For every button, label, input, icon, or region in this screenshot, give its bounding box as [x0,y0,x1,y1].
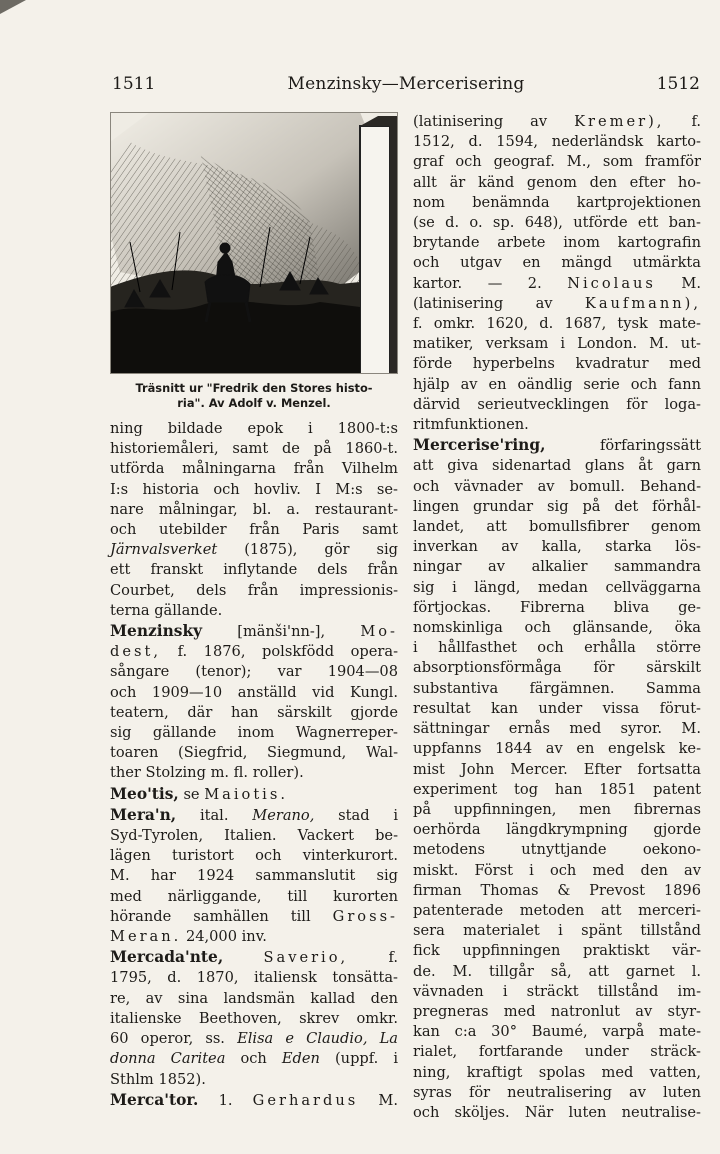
text-fragment: M. [681,274,702,292]
headword: Menzinsky [110,622,203,641]
text-line: därvid serieutvecklingen för loga- [413,395,701,413]
text-line: allt är känd genom den efter ho- [413,173,701,191]
cross-reference: Maiotis. [204,785,288,803]
text-line: ning, kraftigt spolas med vatten, [413,1063,701,1081]
caption-line-1: Träsnitt ur "Fredrik den Stores histo- [135,381,373,395]
text-line [110,1029,398,1049]
text-line: I:s historia och hovliv. I M:s se- [110,480,398,498]
text-line: substantiva färgämnen. Samma [413,679,701,697]
text-line [413,294,701,314]
left-column [110,112,398,1111]
text-line [110,540,398,560]
text-line [110,1090,398,1111]
text-fragment: (latinisering av [413,294,553,312]
spaced-name: Meran. [110,928,182,946]
text-line: och sköljes. När luten neutralise- [413,1103,701,1121]
text-line: förtjockas. Fibrerna bliva ge- [413,598,701,616]
work-title: donna Caritea [110,1050,226,1068]
text-line [110,621,398,642]
text-fragment: förfaringssätt [599,437,701,455]
text-line [110,947,398,968]
headword: Mercerise'ring, [413,436,546,455]
text-line: ritmfunktionen. [413,416,529,434]
text-line: Sthlm 1852). [110,1070,206,1088]
text-line: sättningar ernås med syror. M. [413,720,701,738]
headword: Mera'n, [110,805,177,824]
text-line: inverkan av kalla, starka lös- [413,538,701,556]
text-line: nomskinliga och glänsande, öka [413,619,701,637]
text-line: rialet, fortfarande under sträck- [413,1043,701,1061]
text-line: lägen turistort och vinterkurort. [110,847,398,865]
text-line: pregneras med natronlut av styr- [413,1002,701,1020]
text-line: utförda målningarna från Vilhelm [110,460,398,478]
entry-menzinsky [110,621,398,784]
text-line [413,112,701,132]
text-line: terna gällande. [110,601,223,619]
text-line: sångare (tenor); var 1904—08 [110,663,398,681]
text-line: sig gällande inom Wagnerreper- [110,724,398,742]
spaced-name: Saverio, [263,949,349,967]
text-line [110,1049,398,1069]
text-line: att giva sidenartad glans åt garn [413,457,701,475]
headword: Merca'tor. [110,1090,199,1109]
text-line: M. har 1924 sammanslutit sig [110,867,398,885]
text-fragment: 24,000 inv. [185,928,267,946]
text-fragment: (latinisering av [413,113,548,130]
text-line: och utebilder från Paris samt [110,521,398,539]
work-title: Järnvalsverket [110,541,218,559]
running-title: Menzinsky—Mercerisering [287,74,525,94]
text-line: med närliggande, till kurorten [110,887,398,905]
text-fragment: M. [378,1091,398,1109]
entry-mercerisering [413,435,701,1123]
text-line: 1512, d. 1594, nederländsk karto- [413,133,701,151]
entry-meotis [110,784,398,805]
text-line: och vävnader av bomull. Behand- [413,477,701,495]
text-line: re, av sina landsmän kallad den [110,989,398,1007]
text-line: kan c:a 30° Baumé, varpå mate- [413,1023,701,1041]
text-line: absorptionsförmåga för särskilt [413,659,701,677]
text-fragment: se [183,785,200,803]
text-line: landet, att bomullsfibrer genom [413,518,701,536]
text-line: 1795, d. 1870, italiensk tonsätta- [110,969,398,987]
text-line: (se d. o. sp. 648), utförde ett ban- [413,214,701,232]
text-fragment: [mänši'nn-], [237,623,326,641]
work-title: Eden [281,1050,320,1068]
italic-term: Merano, [252,806,315,824]
text-line: i hållfasthet och erhålla större [413,639,701,657]
text-line: miskt. Först i och med den av [413,861,701,879]
text-line: toaren (Siegfrid, Siegmund, Wal- [110,744,398,762]
text-line: syras för neutralisering av luten [413,1083,701,1101]
spaced-name: Kremer), [574,113,665,130]
text-fragment: f. [691,113,701,130]
spaced-name: Kaufmann), [584,294,701,312]
entry-mercator [110,1090,398,1111]
work-title: Elisa e Claudio, [237,1030,368,1048]
page-header [112,72,700,102]
text-fragment: kartor. — 2. [413,274,542,292]
entry-meran [110,805,398,947]
spaced-name: Mo- [360,623,398,641]
text-line: matiker, verksam i London. M. ut- [413,335,701,353]
headword: Meo'tis, [110,784,179,803]
text-line: resultat kan under vissa förut- [413,699,701,717]
text-line: mist John Mercer. Efter fortsatta [413,760,701,778]
text-line: metodens utnyttjande oekono- [413,841,701,859]
spaced-name: dest, [110,643,161,661]
headword: Mercada'nte, [110,948,224,967]
text-line [110,642,398,662]
text-line [413,435,701,456]
text-line: sig i längd, medan cellväggarna [413,578,701,596]
spaced-name: Nicolaus [567,274,656,292]
text-line: Syd-Tyrolen, Italien. Vackert be- [110,827,398,845]
text-line: fick uppfinningen praktiskt vär- [413,942,701,960]
text-line: f. omkr. 1620, d. 1687, tysk mate- [413,315,701,333]
entry-mercadante [110,947,398,1089]
text-fragment: 60 operor, ss. [110,1030,225,1048]
woodcut-illustration [110,112,398,374]
text-fragment: (uppf. i [334,1050,399,1068]
entry-menzel-continued [110,419,398,621]
page-number-right: 1512 [656,74,700,94]
text-line: de. M. tillgår så, att garnet l. [413,962,701,980]
text-fragment: (1875), gör sig [244,541,398,559]
work-title: La [379,1030,399,1048]
text-fragment: stad i [338,806,398,824]
text-fragment: f. [388,949,398,967]
text-line: uppfanns 1844 av en engelsk ke- [413,740,701,758]
text-fragment: ital. [199,806,229,824]
page-corner-mark [0,0,40,40]
entry-mercator-continued [413,112,701,435]
spaced-name: Gross- [332,907,398,925]
text-line: historiemåleri, samt de på 1860-t. [110,440,398,458]
page-number-left: 1511 [112,74,156,94]
text-line: Courbet, dels från impressionis- [110,581,398,599]
text-line [110,907,398,927]
text-line [110,805,398,826]
caption-line-2: ria". Av Adolf v. Menzel. [177,396,331,410]
text-line [110,784,398,805]
text-line: italienske Beethoven, skrev omkr. [110,1009,398,1027]
spaced-name: Gerhardus [252,1091,359,1109]
text-fragment: hörande samhällen till [110,907,311,925]
text-line [110,927,398,947]
figure-caption [110,381,398,411]
text-line: teatern, där han särskilt gjorde [110,703,398,721]
right-column [413,112,701,1123]
text-line: oerhörda längdkrympning gjorde [413,821,701,839]
text-line: ningar av alkalier sammandra [413,558,701,576]
text-line: på uppfinningen, men fibrernas [413,800,701,818]
text-line: ther Stolzing m. fl. roller). [110,764,304,782]
text-line: vävnaden i sträckt tillstånd im- [413,982,701,1000]
text-line: ning bildade epok i 1800-t:s [110,420,398,437]
text-line: sera materialet i spänt tillstånd [413,922,701,940]
text-line: och utgav en mängd utmärkta [413,254,701,272]
text-line: ett franskt inflytande dels från [110,561,398,579]
text-fragment: f. 1876, polskfödd opera- [177,643,399,661]
text-line: nare målningar, bl. a. restaurant- [110,500,398,518]
text-line: experiment tog han 1851 patent [413,780,701,798]
text-fragment: och [240,1050,267,1068]
text-line: nom benämnda kartprojektionen [413,193,701,211]
text-line: patenterade metoden att merceri- [413,901,701,919]
text-line: och 1909—10 anställd vid Kungl. [110,683,398,701]
text-line: lingen grundar sig på det förhål- [413,497,701,515]
text-line: graf och geograf. M., som framför [413,153,701,171]
text-line: brytande arbete inom kartografin [413,234,701,252]
text-line: förde hyperbelns kvadratur med [413,355,701,373]
text-line: hjälp av en oändlig serie och fann [413,375,701,393]
text-line [413,274,701,294]
text-line: firman Thomas & Prevost 1896 [413,881,701,899]
text-fragment: 1. [218,1091,233,1109]
